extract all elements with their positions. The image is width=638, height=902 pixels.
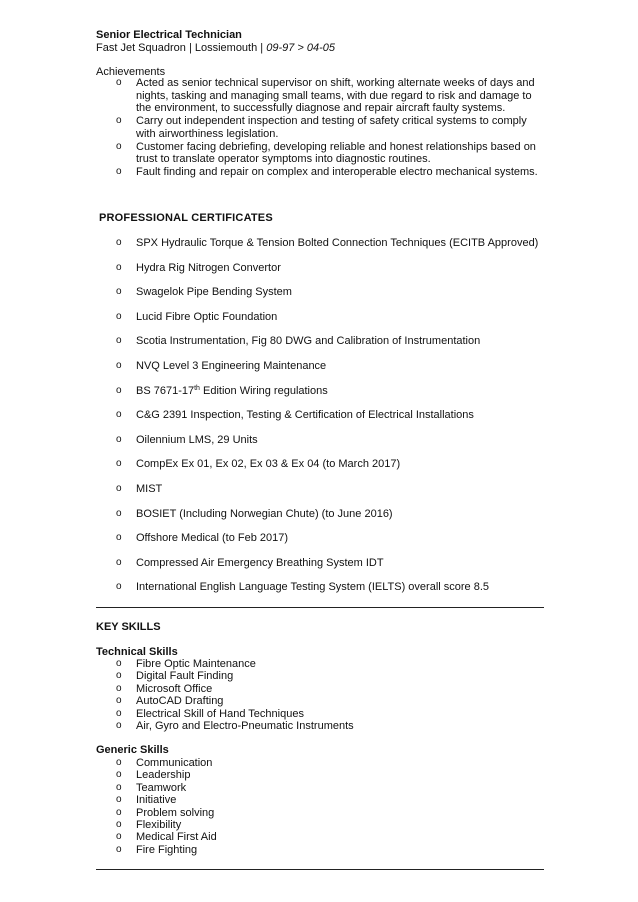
list-item: o Flexibility bbox=[116, 819, 182, 832]
job-title: Senior Electrical Technician bbox=[96, 29, 242, 41]
bullet-icon: o bbox=[116, 166, 122, 177]
bullet-icon: o bbox=[116, 794, 122, 806]
job-dates: 09-97 > 04-05 bbox=[266, 42, 336, 54]
list-item: o Communication bbox=[116, 757, 213, 769]
list-item: o NVQ Level 3 Engineering Maintenance bbox=[116, 359, 327, 372]
list-item: o Fault finding and repair on complex and interoperable electro mechanical systems. bbox=[116, 166, 538, 178]
bullet-icon: o bbox=[116, 556, 122, 568]
list-item: o Air, Gyro and Electro-Pneumatic Instruments bbox=[116, 720, 354, 733]
certificates-heading: PROFESSIONAL CERTIFICATES bbox=[99, 212, 273, 224]
bullet-icon: o bbox=[116, 781, 122, 793]
list-item: o C&G 2391 Inspection, Testing & Certification of Electrical Installations bbox=[116, 409, 474, 422]
bullet-icon: o bbox=[116, 237, 122, 248]
list-item: o Carry out independent inspection and testing of safety critical systems to comply with airworthiness legislation. bbox=[116, 115, 527, 140]
list-item: o AutoCAD Drafting bbox=[116, 695, 224, 708]
list-item: o Hydra Rig Nitrogen Convertor bbox=[116, 261, 281, 274]
bullet-icon: o bbox=[116, 507, 122, 519]
achievements-list bbox=[96, 77, 544, 179]
bullet-icon: o bbox=[116, 720, 122, 732]
list-item: o Fibre Optic Maintenance bbox=[116, 658, 256, 670]
list-item: o Scotia Instrumentation, Fig 80 DWG and Calibration of Instrumentation bbox=[116, 335, 481, 348]
generic-skills-heading: Generic Skills bbox=[96, 744, 169, 756]
list-item: o MIST bbox=[116, 482, 163, 495]
bullet-icon: o bbox=[116, 707, 122, 719]
list-item: o Microsoft Office bbox=[116, 682, 213, 695]
bullet-icon: o bbox=[116, 77, 122, 88]
achievements-heading: Achievements bbox=[96, 66, 166, 78]
bullet-icon: o bbox=[116, 115, 122, 126]
list-item: o Digital Fault Finding bbox=[116, 670, 234, 683]
list-item: o International English Language Testing System (IELTS) overall score 8.5 bbox=[116, 581, 490, 594]
list-item: o CompEx Ex 01, Ex 02, Ex 03 & Ex 04 (to March 2017) bbox=[116, 458, 401, 471]
bullet-icon: o bbox=[116, 482, 122, 494]
key-skills-heading: KEY SKILLS bbox=[96, 621, 161, 633]
list-item: o Acted as senior technical supervisor on shift, working alternate weeks of days and nights, tasking and managing small teams, with due regard to risk and damage to the environment, to successfully diagnose and repair aircraft faulty systems. bbox=[116, 77, 535, 114]
bullet-icon: o bbox=[116, 384, 122, 396]
technical-skills-heading: Technical Skills bbox=[96, 646, 178, 658]
bullet-icon: o bbox=[116, 843, 122, 855]
bullet-icon: o bbox=[116, 433, 122, 445]
section-divider bbox=[96, 869, 544, 870]
bullet-icon: o bbox=[116, 532, 122, 544]
bullet-icon: o bbox=[116, 140, 122, 152]
list-item: o SPX Hydraulic Torque & Tension Bolted Connection Techniques (ECITB Approved) bbox=[116, 237, 539, 249]
generic-skills-list bbox=[96, 757, 544, 856]
bullet-icon: o bbox=[116, 359, 122, 371]
bullet-icon: o bbox=[116, 769, 122, 781]
certificates-list bbox=[96, 237, 544, 606]
bullet-icon: o bbox=[116, 286, 122, 298]
section-divider bbox=[96, 607, 544, 608]
job-org: Fast Jet Squadron | Lossiemouth | bbox=[96, 42, 267, 54]
list-item: o Swagelok Pipe Bending System bbox=[116, 286, 292, 299]
list-item: o Initiative bbox=[116, 794, 177, 807]
list-item: o Offshore Medical (to Feb 2017) bbox=[116, 532, 289, 545]
technical-skills-list bbox=[96, 658, 544, 732]
bullet-icon: o bbox=[116, 581, 122, 593]
list-item: o Medical First Aid bbox=[116, 831, 217, 844]
list-item: o Compressed Air Emergency Breathing System IDT bbox=[116, 556, 384, 569]
list-item: o BOSIET (Including Norwegian Chute) (to June 2016) bbox=[116, 507, 393, 520]
bullet-icon: o bbox=[116, 458, 122, 470]
list-item: o Electrical Skill of Hand Techniques bbox=[116, 707, 304, 720]
bullet-icon: o bbox=[116, 335, 122, 347]
bullet-icon: o bbox=[116, 695, 122, 707]
superscript: th bbox=[194, 384, 200, 392]
bullet-icon: o bbox=[116, 310, 122, 322]
bullet-icon: o bbox=[116, 658, 122, 669]
bullet-icon: o bbox=[116, 757, 122, 768]
list-item: o Lucid Fibre Optic Foundation bbox=[116, 310, 278, 323]
bullet-icon: o bbox=[116, 806, 122, 818]
job-meta bbox=[96, 42, 335, 54]
bullet-icon: o bbox=[116, 831, 122, 843]
bullet-icon: o bbox=[116, 682, 122, 694]
list-item: o Oilennium LMS, 29 Units bbox=[116, 433, 258, 446]
list-item: o Teamwork bbox=[116, 781, 187, 794]
list-item: o Fire Fighting bbox=[116, 843, 198, 856]
list-item: o Problem solving bbox=[116, 806, 215, 819]
bullet-icon: o bbox=[116, 670, 122, 682]
list-item: o BS 7671-17th Edition Wiring regulations bbox=[116, 384, 328, 397]
list-item: o Customer facing debriefing, developing reliable and honest relationships based on trust to translate operator symptoms into diagnostic routines. bbox=[116, 140, 536, 165]
bullet-icon: o bbox=[116, 409, 122, 421]
bullet-icon: o bbox=[116, 819, 122, 831]
list-item: o Leadership bbox=[116, 769, 191, 782]
bullet-icon: o bbox=[116, 261, 122, 273]
